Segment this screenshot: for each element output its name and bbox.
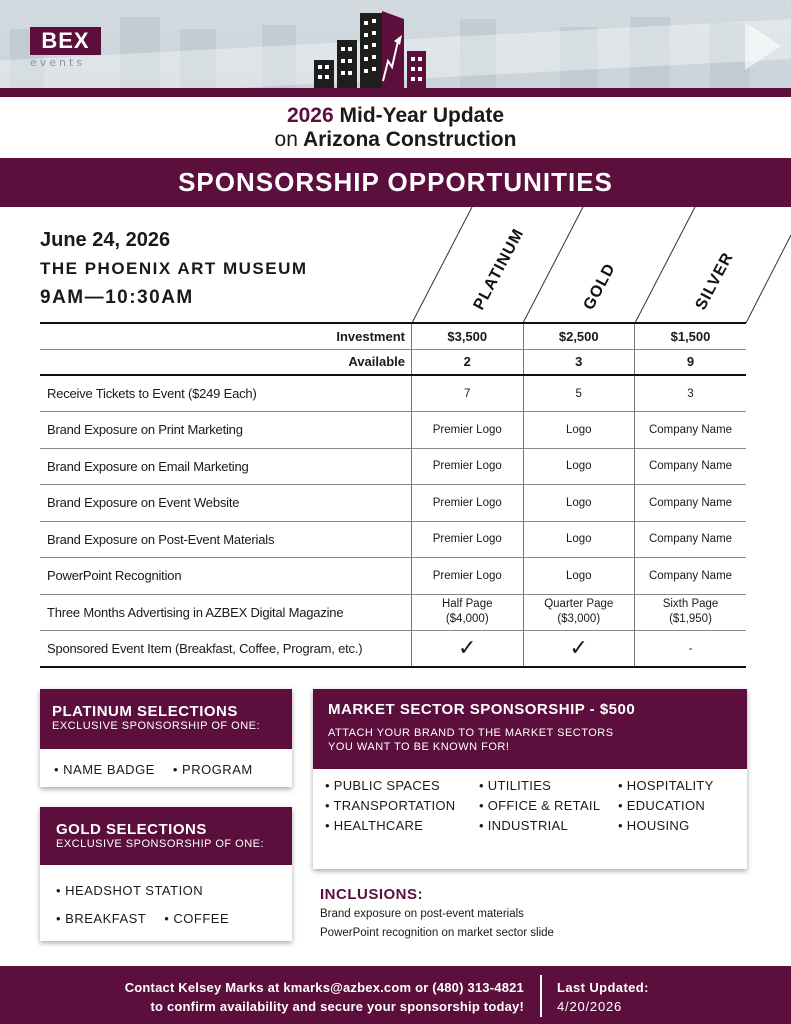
logo-text: BEX	[30, 27, 101, 55]
contact-info	[125, 978, 524, 1016]
cell-gold: $2,500	[523, 323, 635, 349]
inclusions	[320, 886, 554, 943]
section-banner: SPONSORSHIP OPPORTUNITIES	[0, 158, 791, 207]
sector-item: • HOUSING	[618, 818, 690, 833]
cell-silver: -	[635, 631, 747, 668]
cell-silver: $1,500	[635, 323, 747, 349]
cell-gold: Quarter Page ($3,000)	[523, 594, 635, 631]
table-row	[40, 631, 746, 668]
row-label: Sponsored Event Item (Breakfast, Coffee, Program, etc.)	[40, 631, 412, 668]
cell-silver: Company Name	[635, 448, 747, 485]
header-banner	[0, 0, 791, 97]
cell-platinum: Premier Logo	[412, 448, 524, 485]
header-stripe	[0, 88, 791, 97]
list-item: • BREAKFAST	[56, 911, 147, 926]
table-row	[40, 375, 746, 412]
card-title: PLATINUM SELECTIONS	[52, 703, 238, 720]
cell-platinum: Premier Logo	[412, 412, 524, 449]
card-subtitle: EXCLUSIVE SPONSORSHIP OF ONE:	[52, 720, 261, 732]
cell-platinum: 7	[412, 375, 524, 412]
trend-arrow-icon	[745, 22, 781, 70]
sector-item: • EDUCATION	[618, 798, 706, 813]
tier-label-platinum: PLATINUM	[470, 225, 528, 313]
tier-label-silver: SILVER	[692, 249, 737, 313]
cell-gold: Logo	[523, 558, 635, 595]
card-subtitle: EXCLUSIVE SPONSORSHIP OF ONE:	[56, 838, 265, 850]
list-item: • COFFEE	[164, 911, 230, 926]
cell-silver: Company Name	[635, 558, 747, 595]
tier-header	[412, 207, 791, 323]
title-line1: Mid-Year Update	[339, 104, 505, 127]
row-label: PowerPoint Recognition	[40, 558, 412, 595]
row-label: Receive Tickets to Event ($249 Each)	[40, 375, 412, 412]
sector-item: • HEALTHCARE	[325, 818, 424, 833]
event-info	[40, 228, 308, 310]
market-sector-card	[313, 689, 747, 869]
list-item: • PROGRAM	[172, 762, 253, 777]
cell-silver: Sixth Page ($1,950)	[635, 594, 747, 631]
row-label: Investment	[40, 323, 412, 349]
card-subtitle-line1: ATTACH YOUR BRAND TO THE MARKET SECTORS	[328, 727, 614, 739]
cell-gold: 3	[523, 349, 635, 375]
contact-line1: Contact Kelsey Marks at kmarks@azbex.com or (480) 313-4821	[124, 980, 524, 995]
tier-label-gold: GOLD	[580, 260, 620, 313]
page-title	[0, 104, 791, 152]
inclusion-item: Brand exposure on post-event materials	[320, 908, 524, 920]
table-row	[40, 558, 746, 595]
sector-item: • OFFICE & RETAIL	[479, 798, 601, 813]
cell-gold: 5	[523, 375, 635, 412]
benefits-table	[40, 322, 746, 668]
cell-platinum: Premier Logo	[412, 558, 524, 595]
inclusions-heading: INCLUSIONS:	[320, 886, 423, 903]
row-label: Brand Exposure on Event Website	[40, 485, 412, 522]
cell-gold: Logo	[523, 485, 635, 522]
cell-gold: Logo	[523, 412, 635, 449]
gold-selections-card	[40, 807, 292, 941]
sector-item: • PUBLIC SPACES	[325, 778, 441, 793]
cell-platinum: Premier Logo	[412, 485, 524, 522]
last-updated	[557, 978, 649, 1016]
summary-row-investment	[40, 323, 746, 349]
table-row	[40, 521, 746, 558]
title-year: 2026	[286, 104, 334, 127]
cell-platinum: 2	[412, 349, 524, 375]
city-buildings-icon	[314, 5, 426, 89]
footer	[0, 966, 791, 1024]
table-row	[40, 485, 746, 522]
row-label: Brand Exposure on Print Marketing	[40, 412, 412, 449]
row-label: Brand Exposure on Email Marketing	[40, 448, 412, 485]
cell-silver: Company Name	[635, 485, 747, 522]
sector-item: • HOSPITALITY	[618, 778, 714, 793]
logo-subtext: events	[30, 56, 86, 69]
cell-gold	[523, 631, 635, 668]
row-label: Available	[40, 349, 412, 375]
row-label: Brand Exposure on Post-Event Materials	[40, 521, 412, 558]
cell-gold: Logo	[523, 521, 635, 558]
cell-platinum: $3,500	[412, 323, 524, 349]
title-line2: Arizona Construction	[302, 128, 517, 151]
last-updated-label: Last Updated:	[557, 980, 649, 995]
footer-divider	[540, 975, 542, 1017]
cell-silver: Company Name	[635, 412, 747, 449]
event-time: 9AM—10:30AM	[40, 287, 194, 308]
cell-platinum: Half Page ($4,000)	[412, 594, 524, 631]
table-row	[40, 412, 746, 449]
checkmark-icon: ✓	[569, 636, 588, 661]
cell-gold: Logo	[523, 448, 635, 485]
bex-events-logo	[30, 27, 101, 69]
cell-platinum	[412, 631, 524, 668]
cell-silver: Company Name	[635, 521, 747, 558]
list-item: • HEADSHOT STATION	[56, 883, 204, 898]
sector-item: • INDUSTRIAL	[479, 818, 569, 833]
table-row	[40, 594, 746, 631]
sector-list	[313, 769, 747, 833]
card-title: GOLD SELECTIONS	[56, 821, 207, 838]
sector-item: • TRANSPORTATION	[325, 798, 456, 813]
summary-row-available	[40, 349, 746, 375]
checkmark-icon: ✓	[458, 636, 477, 661]
platinum-selections-card	[40, 689, 292, 787]
list-item: • NAME BADGE	[54, 762, 155, 777]
inclusion-item: PowerPoint recognition on market sector slide	[320, 927, 554, 939]
event-date: June 24, 2026	[40, 229, 171, 251]
event-venue: THE PHOENIX ART MUSEUM	[40, 259, 308, 278]
row-label: Three Months Advertising in AZBEX Digital Magazine	[40, 594, 412, 631]
contact-line2: to confirm availability and secure your sponsorship today!	[150, 999, 524, 1014]
title-prefix: on	[274, 128, 298, 151]
cell-platinum: Premier Logo	[412, 521, 524, 558]
sector-item: • UTILITIES	[479, 778, 552, 793]
cell-silver: 9	[635, 349, 747, 375]
cell-silver: 3	[635, 375, 747, 412]
last-updated-date: 4/20/2026	[557, 999, 623, 1014]
card-subtitle-line2: YOU WANT TO BE KNOWN FOR!	[328, 741, 510, 753]
card-title: MARKET SECTOR SPONSORSHIP - $500	[328, 701, 636, 718]
table-row	[40, 448, 746, 485]
